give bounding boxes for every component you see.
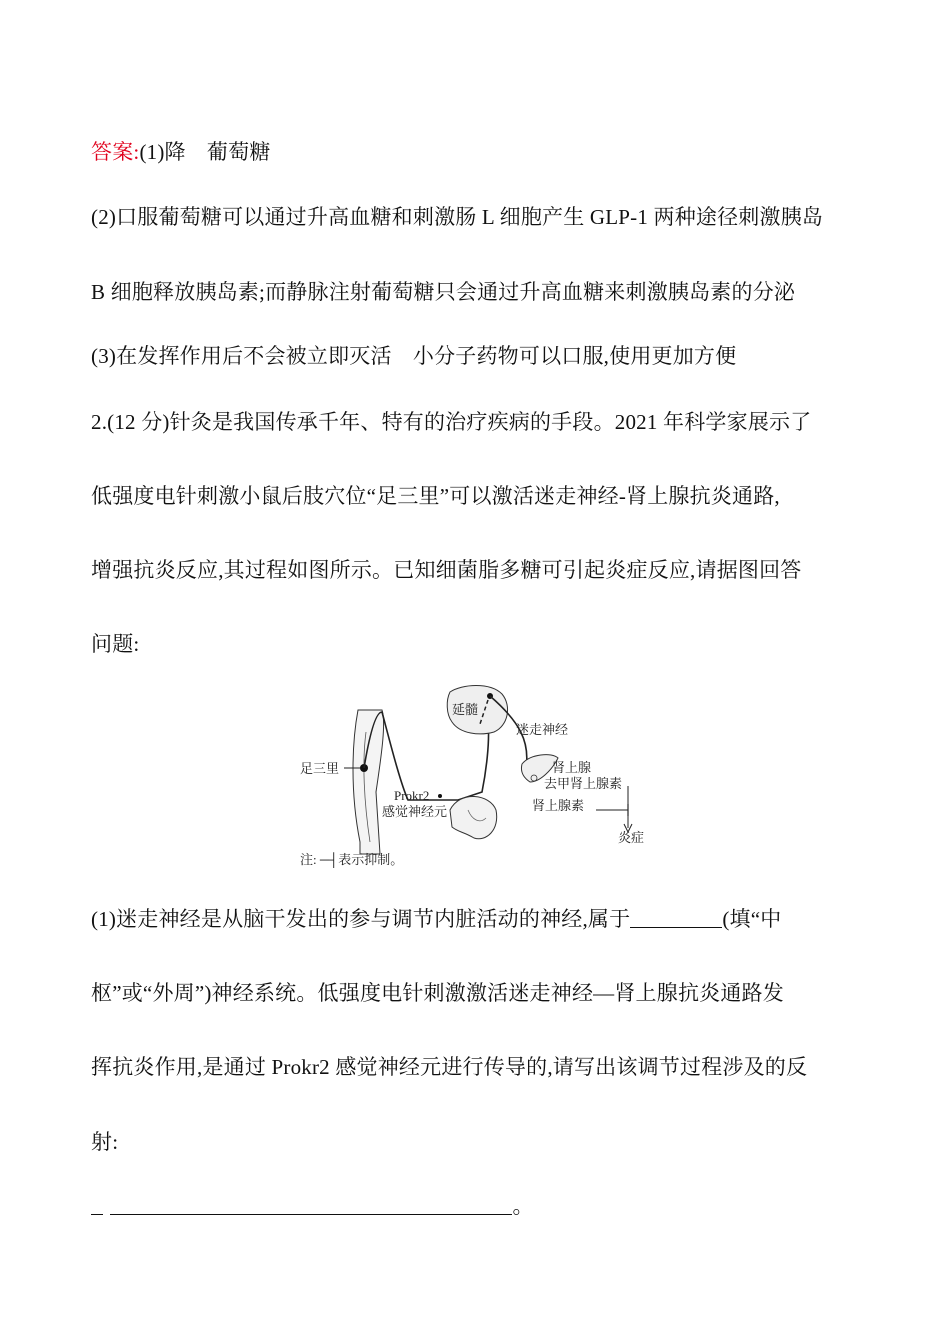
question-line-1: 2.(12 分)针灸是我国传承千年、特有的治疗疾病的手段。2021 年科学家展示了 xyxy=(91,410,812,434)
sub1-text-1b: (填“中 xyxy=(722,907,782,931)
answer-blank-2[interactable] xyxy=(91,1193,103,1215)
label-noradrenaline: 去甲肾上腺素 xyxy=(544,776,623,791)
answer-text-1: (1)降 葡萄糖 xyxy=(139,140,271,164)
answer-line-4: (3)在发挥作用后不会被立即灭活 小分子药物可以口服,使用更加方便 xyxy=(91,344,737,368)
label-zusanli: 足三里 xyxy=(300,761,340,776)
question-line-3: 增强抗炎反应,其过程如图所示。已知细菌脂多糖可引起炎症反应,请据图回答 xyxy=(91,558,802,582)
answer-line-1 xyxy=(91,136,271,166)
answer-blank-1[interactable] xyxy=(630,906,722,928)
label-medulla: 延髓 xyxy=(452,702,479,717)
answer-label: 答案: xyxy=(91,140,140,164)
label-inflammation: 炎症 xyxy=(618,830,645,845)
answer-blank-3[interactable] xyxy=(110,1193,512,1215)
figure-note: 注: ─┤表示抑制。 xyxy=(300,852,404,867)
sub1-text-1a: (1)迷走神经是从脑干发出的参与调节内脏活动的神经,属于 xyxy=(91,907,631,931)
label-adrenal: 肾上腺 xyxy=(552,760,592,775)
label-adrenaline: 肾上腺素 xyxy=(532,798,585,813)
answer-line-3: B 细胞释放胰岛素;而静脉注射葡萄糖只会通过升高血糖来刺激胰岛素的分泌 xyxy=(91,280,796,304)
label-prokr2: Prokr2 xyxy=(394,788,430,803)
acupuncture-pathway-figure xyxy=(290,682,670,872)
question-line-2: 低强度电针刺激小鼠后肢穴位“足三里”可以激活迷走神经-肾上腺抗炎通路, xyxy=(91,484,780,508)
sub1-text-5-end: 。 xyxy=(512,1194,534,1218)
sub1-line-2: 枢”或“外周”)神经系统。低强度电针刺激激活迷走神经—肾上腺抗炎通路发 xyxy=(91,981,784,1005)
sub1-line-4: 射: xyxy=(91,1130,119,1154)
question-line-4: 问题: xyxy=(91,632,140,656)
label-neuron: 感觉神经元 xyxy=(382,804,448,819)
label-vagus: 迷走神经 xyxy=(516,722,569,737)
answer-line-2: (2)口服葡萄糖可以通过升高血糖和刺激肠 L 细胞产生 GLP-1 两种途径刺激胰岛 xyxy=(91,205,824,229)
sub1-line-5 xyxy=(91,1190,534,1220)
sub1-line-1 xyxy=(91,903,781,933)
sub1-line-3: 挥抗炎作用,是通过 Prokr2 感觉神经元进行传导的,请写出该调节过程涉及的反 xyxy=(91,1055,808,1079)
